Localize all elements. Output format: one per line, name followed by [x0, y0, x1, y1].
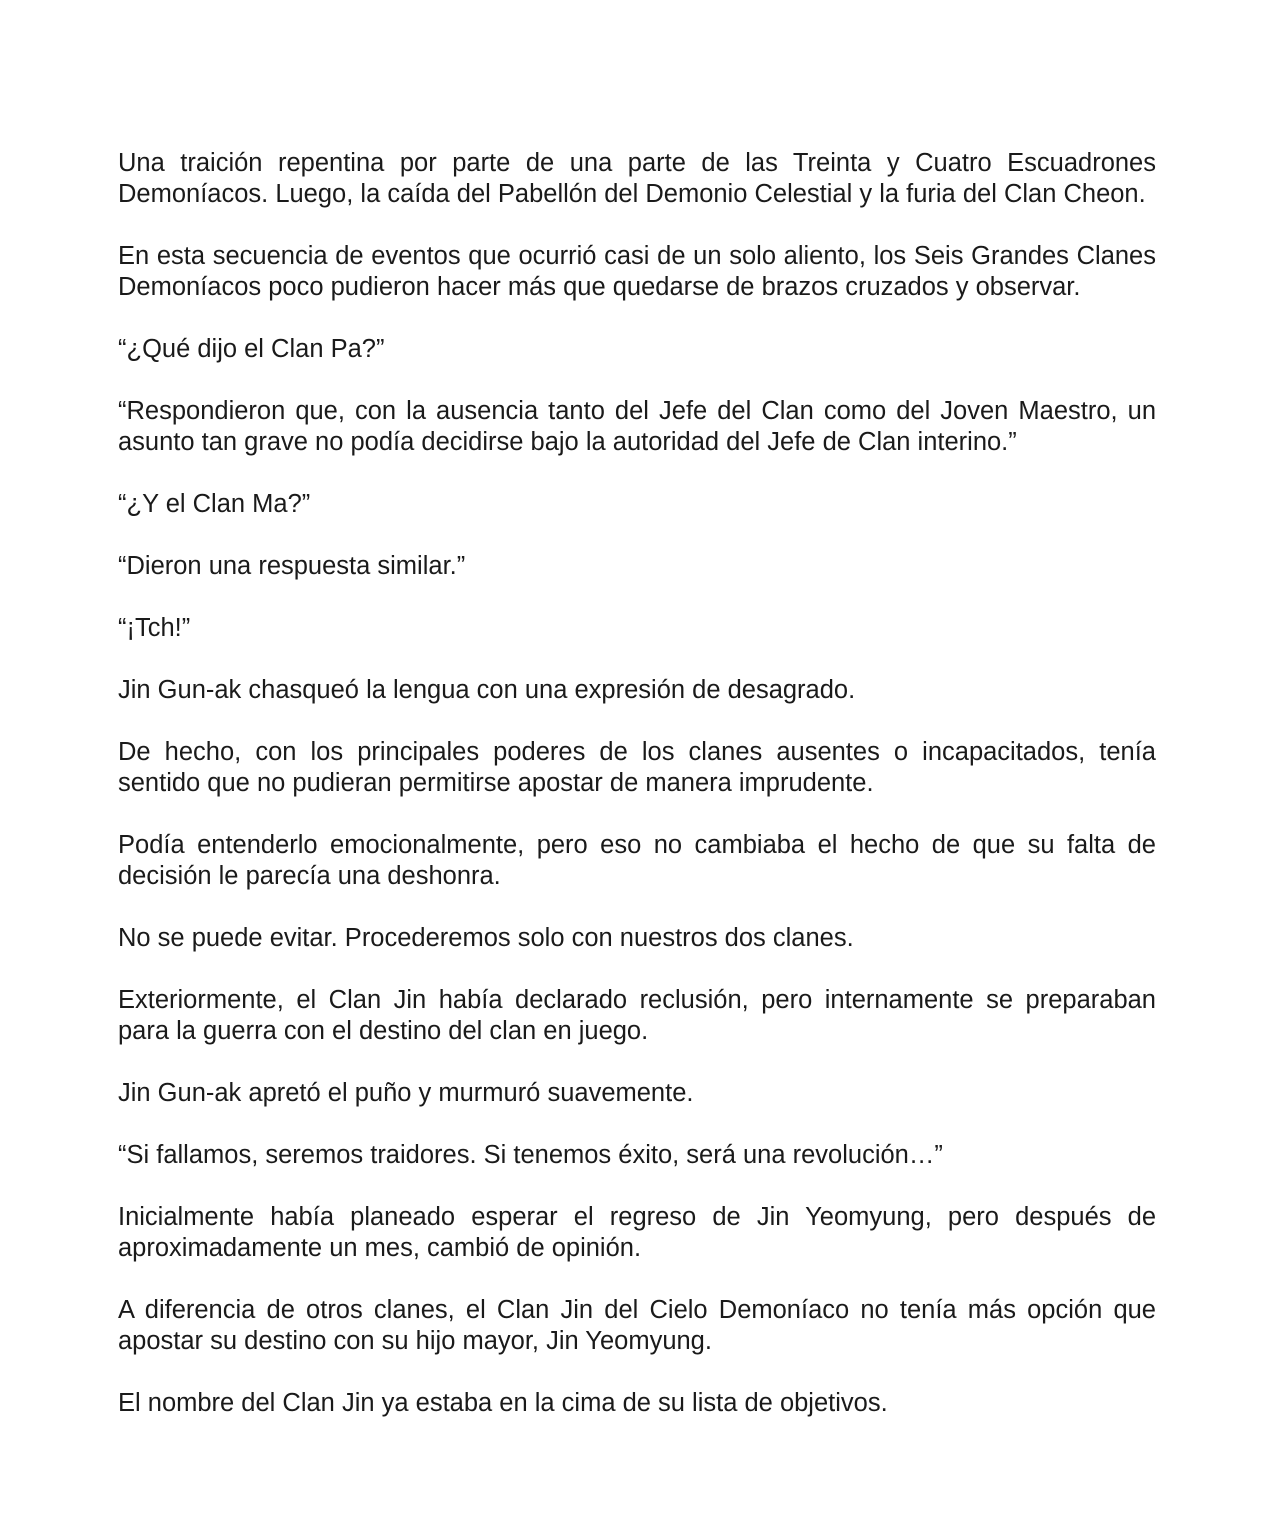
paragraph-14: “Si fallamos, seremos traidores. Si tenemos éxito, será una revolución…”	[118, 1141, 943, 1169]
document-body	[118, 148, 1156, 1419]
paragraph-4: “Respondieron que, con la ausencia tanto del Jefe del Clan como del Joven Maestro, un asunto tan grave no podía decidirse bajo la autoridad del Jefe de Clan interino.”	[118, 397, 1156, 456]
paragraph-6: “Dieron una respuesta similar.”	[118, 552, 466, 580]
paragraph-8: Jin Gun-ak chasqueó la lengua con una expresión de desagrado.	[118, 676, 856, 704]
paragraph-12: Exteriormente, el Clan Jin había declarado reclusión, pero internamente se preparaban para la guerra con el destino del clan en juego.	[118, 986, 1156, 1045]
paragraph-1: Una traición repentina por parte de una parte de las Treinta y Cuatro Escuadrones Demoníacos. Luego, la caída del Pabellón del Demonio Celestial y la furia del Clan Cheon.	[118, 149, 1156, 208]
paragraph-11: No se puede evitar. Procederemos solo con nuestros dos clanes.	[118, 924, 854, 952]
paragraph-2: En esta secuencia de eventos que ocurrió casi de un solo aliento, los Seis Grandes Clanes Demoníacos poco pudieron hacer más que quedarse de brazos cruzados y observar.	[118, 242, 1156, 301]
paragraph-13: Jin Gun-ak apretó el puño y murmuró suavemente.	[118, 1079, 694, 1107]
paragraph-15: Inicialmente había planeado esperar el regreso de Jin Yeomyung, pero después de aproximadamente un mes, cambió de opinión.	[118, 1203, 1156, 1262]
paragraph-17: El nombre del Clan Jin ya estaba en la cima de su lista de objetivos.	[118, 1389, 888, 1417]
paragraph-3: “¿Qué dijo el Clan Pa?”	[118, 335, 385, 363]
paragraph-16: A diferencia de otros clanes, el Clan Jin del Cielo Demoníaco no tenía más opción que apostar su destino con su hijo mayor, Jin Yeomyung.	[118, 1296, 1156, 1355]
paragraph-5: “¿Y el Clan Ma?”	[118, 490, 311, 518]
paragraph-7: “¡Tch!”	[118, 614, 191, 642]
paragraph-9: De hecho, con los principales poderes de los clanes ausentes o incapacitados, tenía sentido que no pudieran permitirse apostar de manera imprudente.	[118, 738, 1156, 797]
paragraph-10: Podía entenderlo emocionalmente, pero eso no cambiaba el hecho de que su falta de decisión le parecía una deshonra.	[118, 831, 1156, 890]
